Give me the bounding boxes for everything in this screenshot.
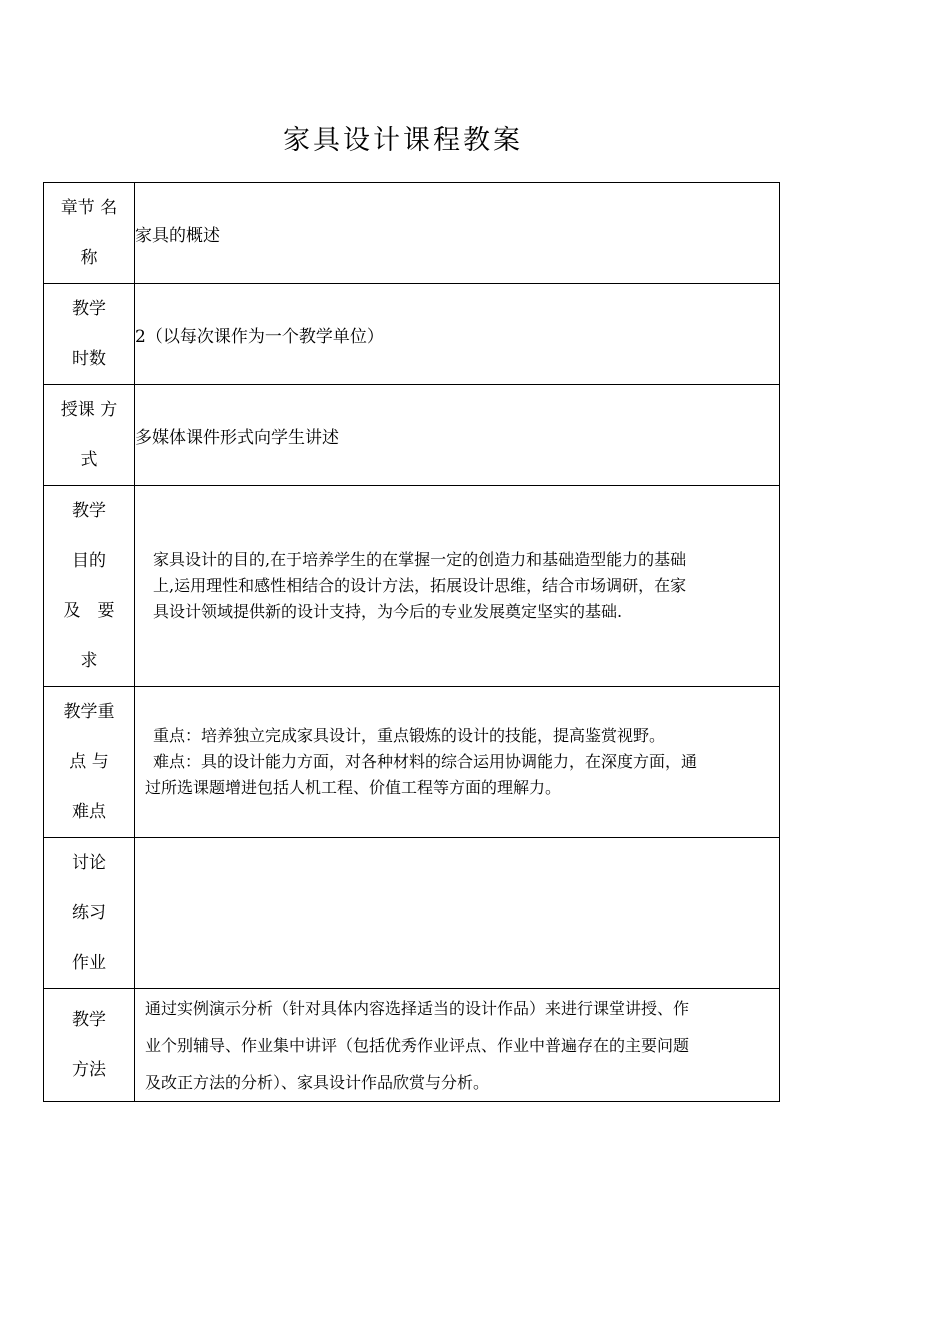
objectives-cell	[135, 486, 780, 687]
table-row	[44, 284, 780, 385]
label-line: 难点	[72, 802, 106, 822]
row-label	[44, 989, 135, 1102]
row-label	[44, 183, 135, 284]
label-line: 目的	[72, 551, 106, 571]
table-row	[44, 838, 780, 989]
paragraph-line: 通过实例演示分析（针对具体内容选择适当的设计作品）来进行课堂讲授、作	[145, 998, 690, 1018]
paragraph-line: 业个别辅导、作业集中讲评（包括优秀作业评点、作业中普遍存在的主要问题	[145, 1035, 690, 1055]
paragraph-line: 过所选课题增进包括人机工程、价值工程等方面的理解力。	[145, 778, 562, 797]
discussion-cell	[135, 838, 780, 989]
chapter-name-value: 家具的概述	[135, 183, 780, 284]
label-line: 教学	[72, 501, 106, 521]
label-line: 称	[80, 248, 98, 268]
label-line: 教学重	[63, 702, 115, 722]
label-line: 练习	[72, 903, 106, 923]
label-line: 时数	[72, 349, 106, 369]
row-label	[44, 687, 135, 838]
label-line: 教学	[72, 1010, 106, 1030]
label-line: 作业	[72, 953, 106, 973]
document-title: 家具设计课程教案	[283, 125, 523, 156]
table-row	[44, 183, 780, 284]
row-label	[44, 284, 135, 385]
table-row	[44, 486, 780, 687]
paragraph-line: 重点：培养独立完成家具设计，重点锻炼的设计的技能，提高鉴赏视野。	[153, 726, 666, 745]
paragraph-line: 具设计领域提供新的设计支持，为今后的专业发展奠定坚实的基础.	[153, 602, 623, 621]
paragraph-line: 难点：具的设计能力方面，对各种材料的综合运用协调能力，在深度方面，通	[153, 752, 698, 771]
label-line: 求	[80, 651, 98, 671]
label-line: 教学	[72, 299, 106, 319]
label-line: 讨论	[72, 853, 106, 873]
table-row	[44, 989, 780, 1102]
table-row	[44, 385, 780, 486]
paragraph-line: 上,运用理性和感性相结合的设计方法，拓展设计思维，结合市场调研，在家	[153, 576, 687, 595]
label-line: 方法	[72, 1060, 106, 1080]
lesson-plan-table	[43, 182, 780, 1102]
label-line: 章节 名	[60, 198, 118, 218]
label-line: 式	[80, 450, 98, 470]
methods-cell	[135, 989, 780, 1102]
row-label	[44, 486, 135, 687]
label-line: 及 要	[63, 601, 115, 621]
teaching-method-value: 多媒体课件形式向学生讲述	[135, 385, 780, 486]
teaching-hours-value: 2（以每次课作为一个教学单位）	[135, 284, 780, 385]
paragraph-line: 及改正方法的分析）、家具设计作品欣赏与分析。	[145, 1072, 490, 1092]
table-row	[44, 687, 780, 838]
row-label	[44, 385, 135, 486]
paragraph-line: 家具设计的目的,在于培养学生的在掌握一定的创造力和基础造型能力的基础	[153, 550, 687, 569]
key-points-cell	[135, 687, 780, 838]
row-label	[44, 838, 135, 989]
label-line: 授课 方	[60, 400, 118, 420]
label-line: 点 与	[69, 752, 109, 772]
